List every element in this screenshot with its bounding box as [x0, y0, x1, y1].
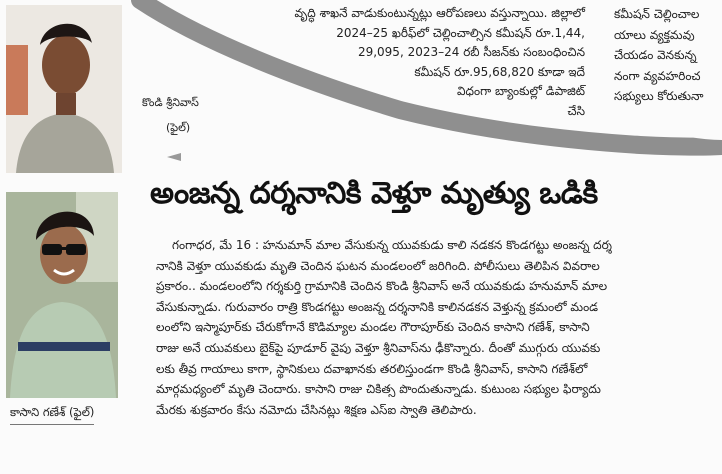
text-line: కమీషన్ రూ.95,68,820 కూడా ఇదే [414, 64, 585, 79]
photo2-caption: కాసాని గణేశ్ (ఫైల్) [10, 405, 94, 425]
text-line: చేసి [567, 103, 585, 118]
previous-article-text [215, 4, 585, 121]
body-line: గంగాధర, మే 16 : హనుమాన్ మాల వేసుకున్న యువకుడు కాలి నడకన కొండగట్టు అంజన్న దర్శ [172, 238, 612, 252]
body-line: మేరకు శుక్రవారం కేసు నమోదు చేసినట్లు శిక్షణ ఎస్ఐ స్వాతి తెలిపారు. [156, 402, 477, 417]
body-line: ప్రకారం.. మండలంలోని గర్శకుర్తి గ్రామానికి చెందిన కొండి శ్రీనివాస్ అనే యువకుడు హనుమాన్ మాల [156, 279, 608, 294]
text-line: కమీషన్ చెల్లించాల [614, 7, 700, 21]
text-line: 2024–25 ఖరీఫ్‌లో చెల్లించాల్సిన కమీషన్ రూ.1,44, [336, 25, 585, 40]
body-line: వేసుకున్నాడు. గురువారం రాత్రి కొండగట్టు అంజన్న దర్శనానికి కాలినడకన వెళ్తున్న క్రమంలో మండ [156, 299, 599, 314]
text-line: విధంగా బ్యాంకుల్లో డిపాజిట్ [456, 84, 585, 98]
portrait-image [6, 5, 122, 173]
right-column-text [614, 4, 703, 107]
body-line: రాజు అనే యువకులు బైక్‌పై పూడూర్ వైపు వెళ్తూ శ్రీనివాస్‌ను ఢీకొన్నారు. దీంతో ముగ్గురు యువకు [156, 340, 601, 355]
article-headline: అంజన్న దర్శనానికి వెళ్తూ మృత్యు ఒడికి [150, 176, 598, 211]
photo-kasani-ganesh [6, 192, 118, 398]
body-line: లంలోని ఇస్మాపూర్‌కు చేరుకోగానే కొడిమ్యాల మండల గౌరాపూర్‌కు చెందిన కాసాని గణేశ్, కాసాని [156, 320, 590, 335]
text-line: 29,095, 2023–24 రబీ సీజన్‌కు సంబంధించిన [357, 45, 585, 59]
text-line: వృద్ధి శాఖనే వాడుకుంటున్నట్లు ఆరోపణలు వస్తున్నాయి. జిల్లాలో [294, 6, 585, 20]
text-line: చేయడం వెనకున్న [614, 48, 697, 62]
body-line: లకు తీవ్ర గాయాలు కాగా, స్థానికులు దవాఖానకు తరలిస్తుండగా కొండి శ్రీనివాస్, కాసాని గణేశ్‌లో [156, 361, 588, 376]
text-line: నంగా వ్యవహరించ [614, 68, 701, 83]
text-line: యాలు వ్యక్తమవు [614, 27, 695, 42]
text-line: సభ్యులు కోరుతునా [614, 89, 704, 103]
arrow-left-icon [167, 153, 181, 161]
photo1-caption-sub: (ఫైల్) [166, 121, 191, 134]
photo1-caption: కొండి శ్రీనివాస్ [142, 96, 199, 109]
body-line: మార్గమధ్యంలో మృతి చెందారు. కాసాని రాజు చికిత్స పొందుతున్నాడు. కుటుంబ సభ్యుల ఫిర్యాదు [156, 382, 601, 397]
body-line: నానికి వెళ్తూ యువకుడు మృతి చెందిన ఘటన మండలంలో జరిగింది. పోలీసులు తెలిపిన వివరాల [156, 258, 600, 273]
article-body [156, 235, 722, 420]
photo-konda-srinivas [6, 5, 122, 173]
portrait-image [6, 192, 118, 398]
